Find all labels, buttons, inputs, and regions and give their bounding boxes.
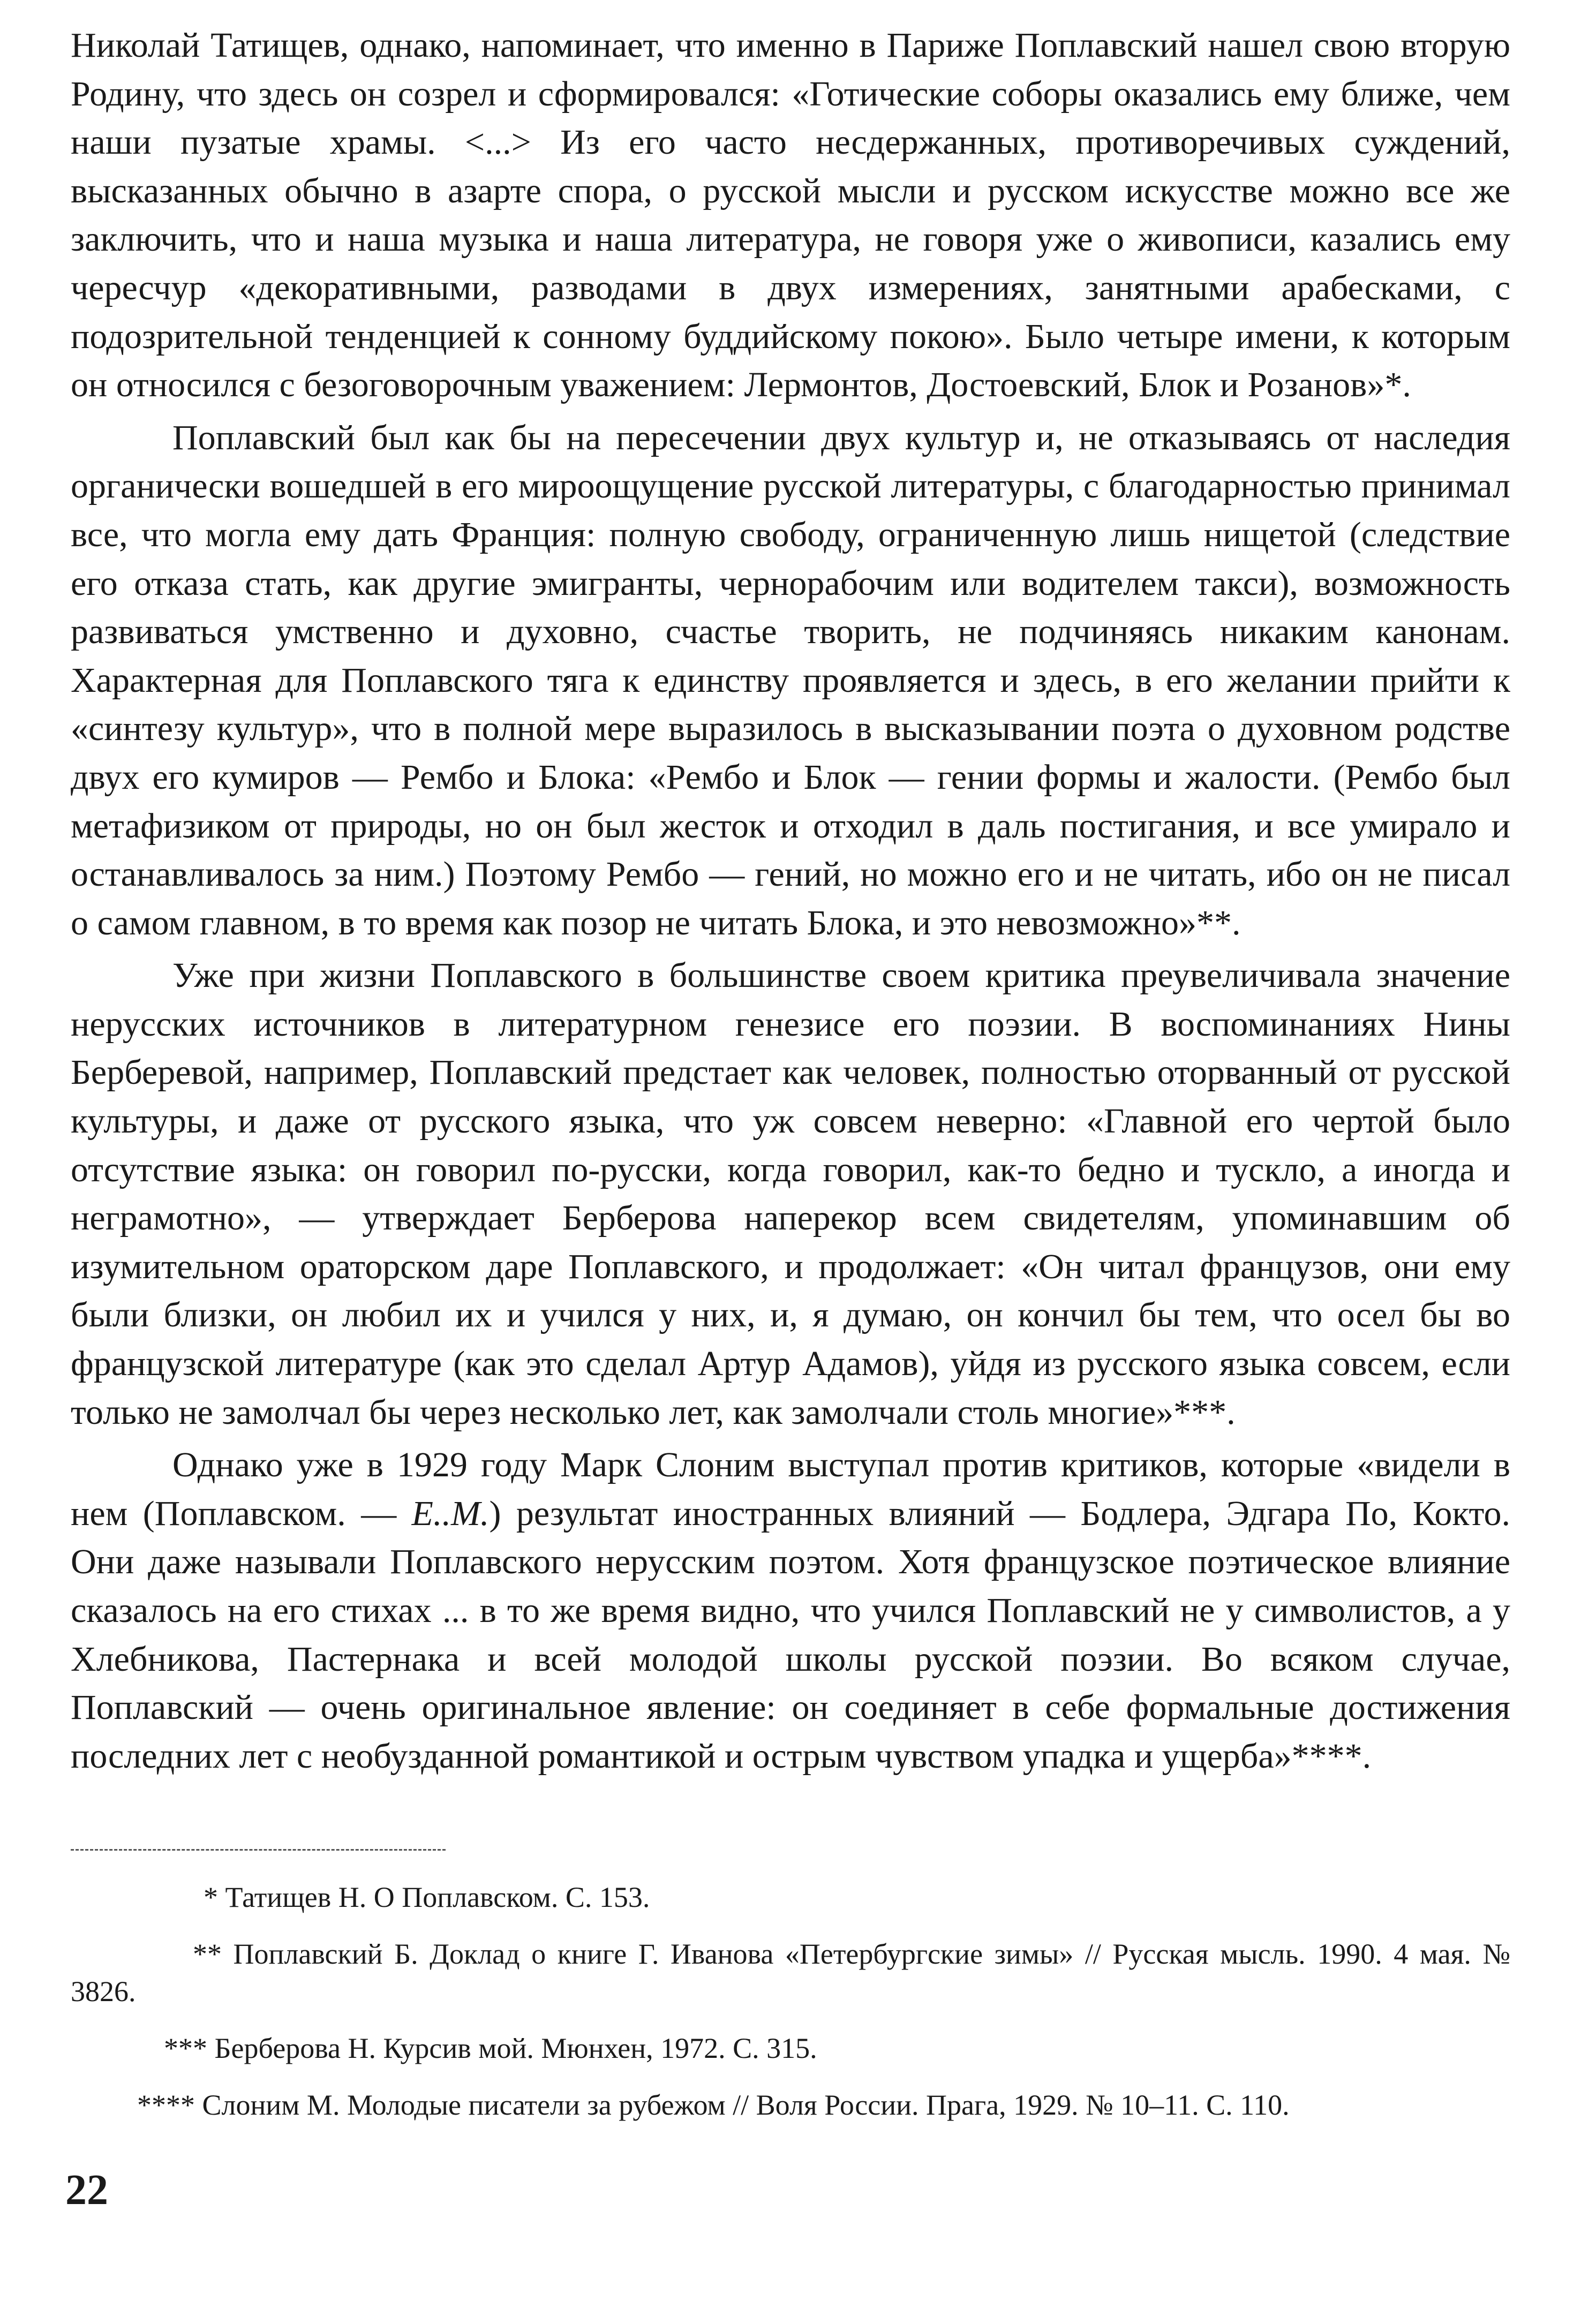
footnote-separator bbox=[71, 1849, 446, 1851]
paragraph-3: Уже при жизни Поплавского в большинстве своем критика преувеличивала значение нерусских источников в литературном генезисе его поэзии. В воспоминаниях Нины Берберевой, например, Поплавский предстает как человек, полностью оторванный от русской культуры, и даже от русского языка, что уж совсем неверно: «Главной его чертой было отсутствие языка: он говорил по-русски, когда говорил, как-то бедно и тускло, а иногда и неграмотно», — утверждает Берберова наперекор всем свидетелям, упоминавшим об изумительном ораторском даре Поплавского, и продолжает: «Он читал французов, они ему были близки, он любил их и учился у них, и, я думаю, он кончил бы тем, что осел бы во французской литературе (как это сделал Артур Адамов), уйдя из русского языка совсем, если только не замолчал бы через несколько лет, как замолчали столь многие»***. bbox=[71, 956, 1510, 1432]
paragraph-4-italic: Е..М. bbox=[411, 1493, 490, 1533]
paragraph-4 bbox=[71, 1441, 1510, 1780]
main-text bbox=[71, 21, 1510, 1780]
footnotes bbox=[71, 1878, 1510, 2143]
page-number: 22 bbox=[65, 2167, 108, 2214]
paragraph-1: Николай Татищев, однако, напоминает, что именно в Париже Поплавский нашел свою вторую Родину, что здесь он созрел и сформировался: «Готические соборы оказались ему ближе, чем наши пузатые храмы. <...> Из его часто несдержанных, противоречивых суждений, высказанных обычно в азарте спора, о русской мысли и русском искусстве можно все же заключить, что и наша музыка и наша литература, не говоря уже о живописи, казались ему чересчур «декоративными, разводами в двух измерениях, занятными арабесками, с подозрительной тенденцией к сонному буддийскому покою». Было четыре имени, к которым он относился с безоговорочным уважением: Лермонтов, Достоевский, Блок и Розанов»*. bbox=[71, 26, 1510, 405]
footnote-1: * Татищев Н. О Поплавском. С. 153. bbox=[204, 1881, 650, 1913]
footnote-3: *** Берберова Н. Курсив мой. Мюнхен, 1972. С. 315. bbox=[164, 2032, 817, 2064]
paragraph-4-before: Однако уже в 1929 году Марк Слоним выступал против критиков, которые «видели в нем (Поплавском. — bbox=[71, 1445, 1510, 1533]
paragraph-2: Поплавский был как бы на пересечении двух культур и, не отказываясь от наследия органически вошедшей в его мироощущение русской литературы, с благодарностью принимал все, что могла ему дать Франция: полную свободу, ограниченную лишь нищетой (следствие его отказа стать, как другие эмигранты, чернорабочим или водителем такси), возможность развиваться умственно и духовно, счастье творить, не подчиняясь никаким канонам. Характерная для Поплавского тяга к единству проявляется и здесь, в его желании прийти к «синтезу культур», что в полной мере выразилось в высказывании поэта о духовном родстве двух его кумиров — Рембо и Блока: «Рембо и Блок — гении формы и жалости. (Рембо был метафизиком от природы, но он был жесток и отходил в даль постигания, и все умирало и останавливалось за ним.) Поэтому Рембо — гений, но можно его и не читать, ибо он не писал о самом главном, в то время как позор не читать Блока, и это невозможно»**. bbox=[71, 418, 1510, 942]
footnote-4: **** Слоним М. Молодые писатели за рубежом // Воля России. Прага, 1929. № 10–11. С. 110. bbox=[137, 2089, 1290, 2121]
paragraph-4-after: ) результат иностранных влияний — Бодлера, Эдгара По, Кокто. Они даже называли Поплавского нерусским поэтом. Хотя французское поэтическое влияние сказалось на его стихах ... в то же время видно, что учился Поплавский не у символистов, а у Хлебникова, Пастернака и всей молодой школы русской поэзии. Во всяком случае, Поплавский — очень оригинальное явление: он соединяет в себе формальные достижения последних лет с необузданной романтикой и острым чувством упадка и ущерба»****. bbox=[71, 1493, 1510, 1776]
footnote-2: ** Поплавский Б. Доклад о книге Г. Иванова «Петербургские зимы» // Русская мысль. 1990. 4 мая. № 3826. bbox=[71, 1938, 1510, 2008]
